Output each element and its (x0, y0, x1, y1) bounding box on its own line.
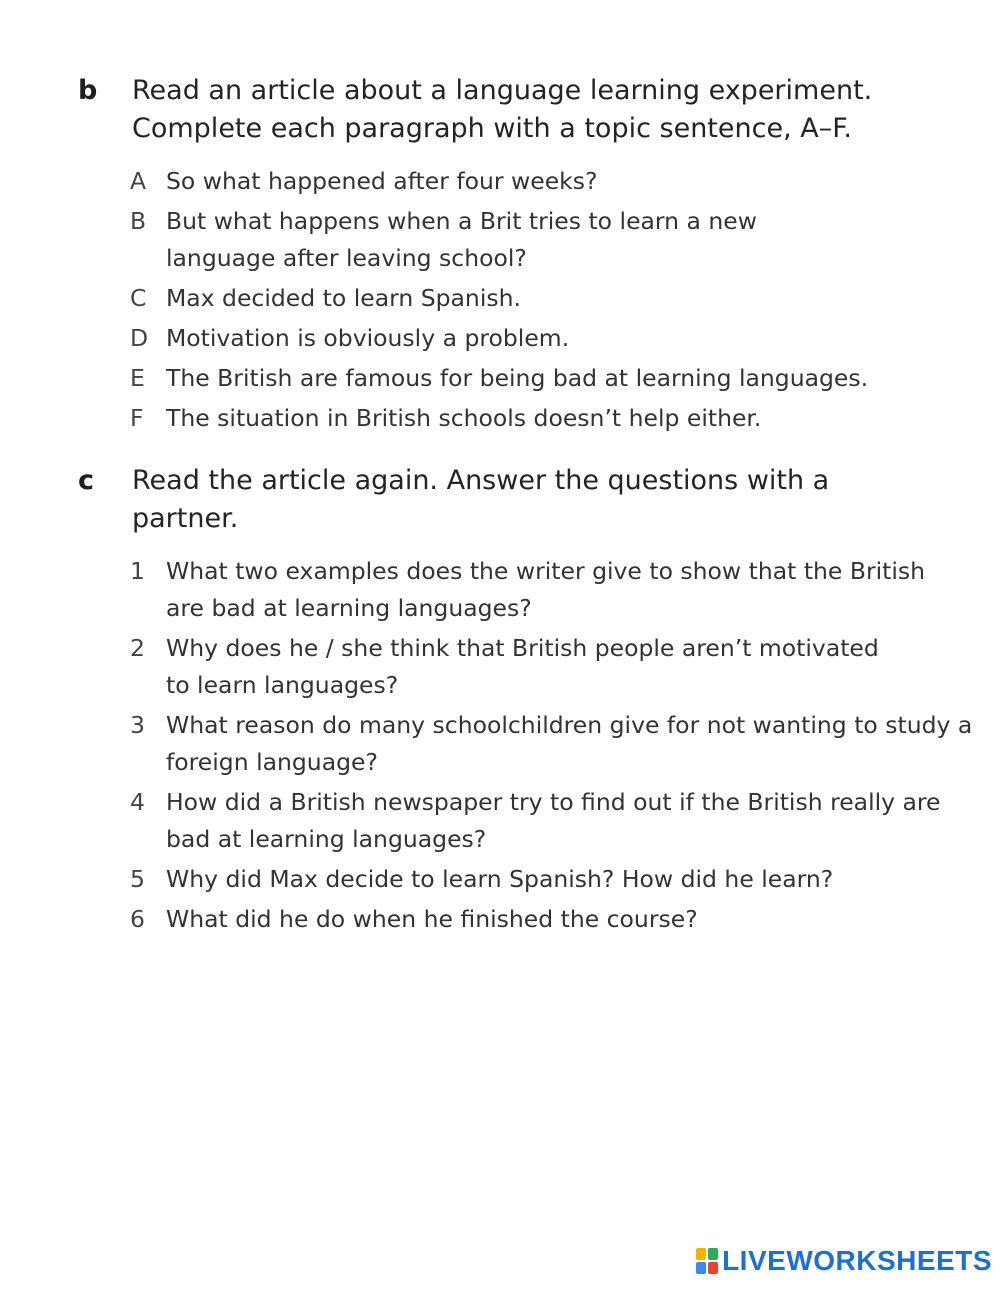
question-item (130, 861, 980, 898)
topic-sentence-item (130, 280, 980, 317)
topic-sentence-item (130, 163, 980, 200)
question-number: 6 (130, 905, 145, 933)
item-text: Motivation is obviously a problem. (166, 324, 570, 352)
section-b-instructions (132, 72, 982, 148)
section-c-letter: c (78, 465, 95, 496)
item-text: So what happened after four weeks? (166, 167, 598, 195)
topic-sentence-item (130, 320, 980, 357)
question-item (130, 784, 956, 858)
question-number: 5 (130, 865, 145, 893)
question-item (130, 553, 956, 627)
question-text: How did a British newspaper try to find out if the British really are bad at learning languages? (166, 788, 941, 853)
question-item (130, 630, 886, 704)
liveworksheets-logo-icon (696, 1248, 718, 1274)
item-text: The situation in British schools doesn’t help either. (166, 404, 762, 432)
question-text: Why does he / she think that British people aren’t motivated to learn languages? (166, 634, 879, 699)
item-letter: B (130, 207, 147, 235)
question-number: 3 (130, 711, 145, 739)
section-b-instructions-line2: Complete each paragraph with a topic sentence, A–F. (132, 113, 852, 144)
question-text: What reason do many schoolchildren give for not wanting to study a foreign language? (166, 711, 973, 776)
item-letter: C (130, 284, 147, 312)
section-b-letter: b (78, 75, 98, 106)
item-text: Max decided to learn Spanish. (166, 284, 521, 312)
question-text: What did he do when he finished the course? (166, 905, 698, 933)
question-item (130, 707, 986, 781)
topic-sentence-item (130, 360, 980, 397)
liveworksheets-logo (696, 1245, 992, 1277)
item-letter: D (130, 324, 149, 352)
topic-sentence-list (130, 163, 980, 440)
question-text: What two examples does the writer give to show that the British are bad at learning languages? (166, 557, 926, 622)
topic-sentence-item (130, 400, 980, 437)
liveworksheets-logo-text: LIVEWORKSHEETS (722, 1245, 992, 1276)
item-letter: A (130, 167, 147, 195)
question-text: Why did Max decide to learn Spanish? How did he learn? (166, 865, 834, 893)
item-letter: F (130, 404, 144, 432)
question-number: 2 (130, 634, 145, 662)
question-list (130, 553, 980, 941)
item-text: The British are famous for being bad at learning languages. (166, 364, 869, 392)
question-number: 1 (130, 557, 145, 585)
item-text: But what happens when a Brit tries to learn a new language after leaving school? (166, 207, 757, 272)
section-c-instructions: Read the article again. Answer the questions with a partner. (132, 465, 830, 534)
topic-sentence-item (130, 203, 866, 277)
item-letter: E (130, 364, 145, 392)
section-b-instructions-line1: Read an article about a language learning experiment. (132, 75, 873, 106)
question-number: 4 (130, 788, 145, 816)
question-item (130, 901, 980, 938)
